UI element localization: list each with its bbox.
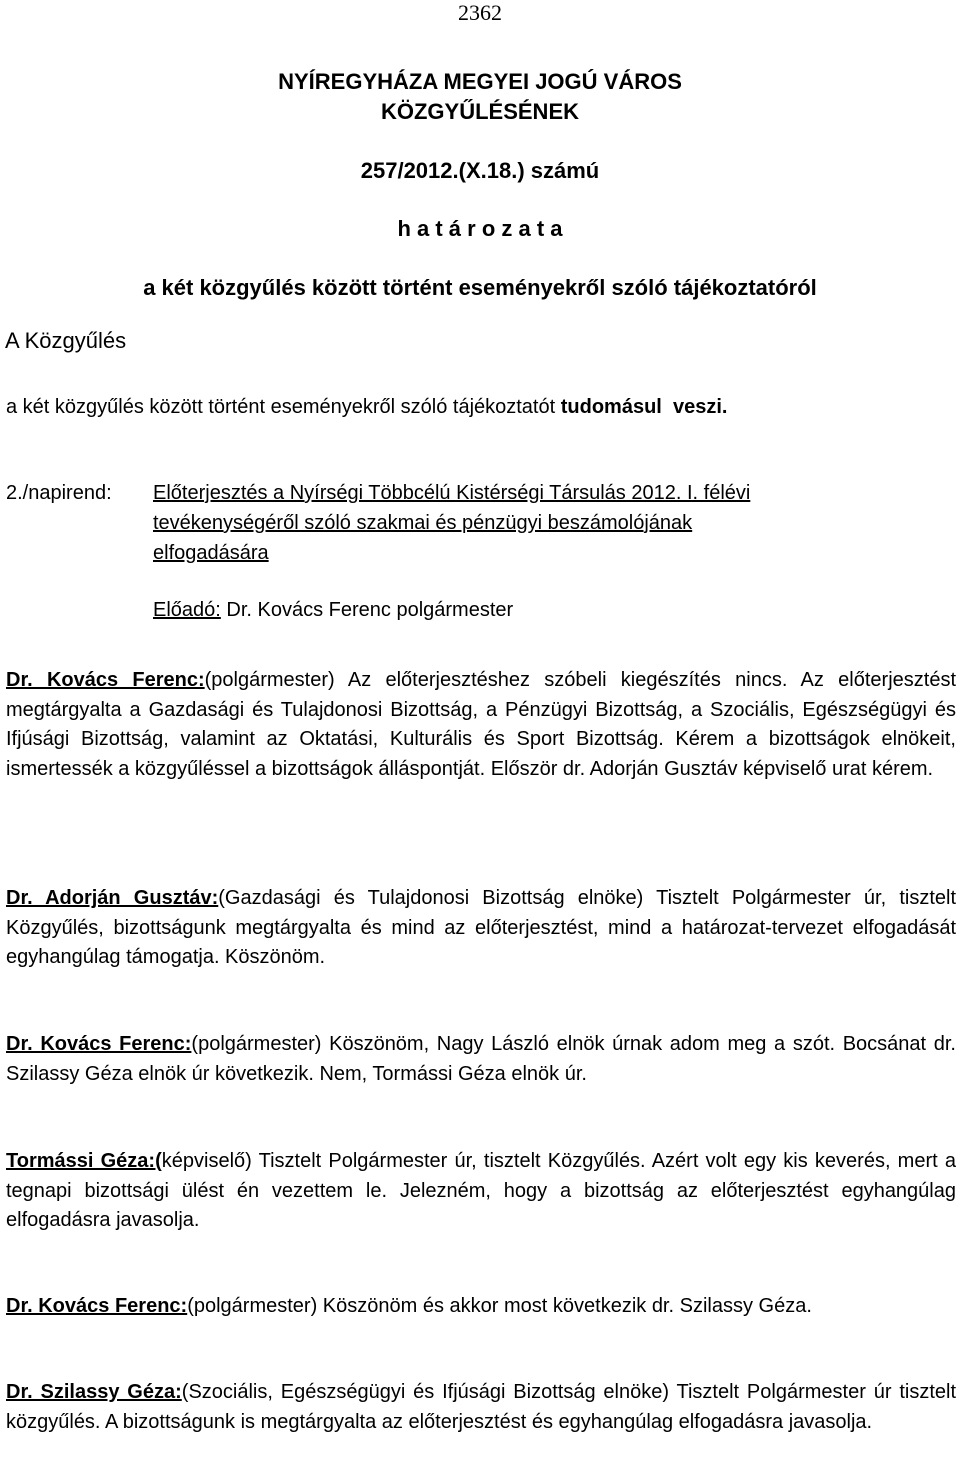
decree-word: h a t á r o z a t a xyxy=(397,216,563,241)
agenda-line3-text: elfogadására xyxy=(153,542,269,564)
presenter-name: Dr. Kovács Ferenc polgármester xyxy=(226,599,514,621)
paragraph-1-text: (polgármester) Az előterjesztéshez szóbeli kiegészítés nincs. Az előterjesztést megtárgyalta a Gazdasági és Tulajdonosi Bizottság, a Pénzügyi Bizottság, a Szociális, Egészségügyi és Ifjúsági Bizottság, valamint az Oktatási, Kulturális és Sport Bizottság. Kérem a bizottságok elnökeit, ismertessék a közgyűléssel a bizottságok álláspontját. Először dr. Adorján Gusztáv képviselő urat kérem. xyxy=(6,669,956,780)
decree-subject: a két közgyűlés között történt eseményekről szóló tájékoztatóról xyxy=(143,275,817,300)
speaker-2: Dr. Adorján Gusztáv: xyxy=(6,887,219,909)
paragraph-2 xyxy=(6,884,956,973)
agenda-line1 xyxy=(153,478,750,508)
presenter xyxy=(153,595,513,625)
paragraph-3 xyxy=(6,1030,956,1089)
paragraph-4-text: képviselő) Tisztelt Polgármester úr, tisztelt Közgyűlés. Azért volt egy kis keverés, mert a tegnapi bizottsági ülést én vezettem le. Jelezném, hogy a bizottság az előterjesztést egyhangúlag elfogadásra javasolja. xyxy=(6,1150,956,1232)
agenda-label: 2./napirend: xyxy=(6,482,112,504)
paragraph-4 xyxy=(6,1147,956,1236)
header-line1: NYÍREGYHÁZA MEGYEI JOGÚ VÁROS xyxy=(278,69,682,94)
resolution-emphasis: tudomásul veszi. xyxy=(560,396,728,418)
resolution-text: a két közgyűlés között történt eseményekről szóló tájékoztatót xyxy=(6,396,556,418)
decree-number: 257/2012.(X.18.) számú xyxy=(360,158,600,183)
speaker-1: Dr. Kovács Ferenc: xyxy=(6,669,205,691)
paragraph-5 xyxy=(6,1292,956,1322)
paragraph-2-text: (Gazdasági és Tulajdonosi Bizottság elnöke) Tisztelt Polgármester úr, tisztelt Közgyűlés, bizottságunk megtárgyalta és mind az előterjesztést, mind a határozat-tervezet elfogadását egyhangúlag támogatja. Köszönöm. xyxy=(6,887,956,969)
paragraph-5-text: (polgármester) Köszönöm és akkor most következik dr. Szilassy Géza. xyxy=(187,1295,812,1317)
speaker-4: Tormássi Géza:( xyxy=(6,1150,162,1172)
presenter-label: Előadó: xyxy=(153,599,221,621)
agenda-line3 xyxy=(153,538,269,568)
page-number: 2362 xyxy=(458,0,502,25)
header-line2: KÖZGYŰLÉSÉNEK xyxy=(380,99,580,124)
paragraph-6-text: (Szociális, Egészségügyi és Ifjúsági Bizottság elnöke) Tisztelt Polgármester úr tisztelt közgyűlés. A bizottságunk is megtárgyalta az előterjesztést és egyhangúlag elfogadásra javasolja. xyxy=(6,1381,957,1433)
agenda-line1-text: Előterjesztés a Nyírségi Többcélú Kistérségi Társulás 2012. I. félévi xyxy=(153,482,751,504)
speaker-3: Dr. Kovács Ferenc: xyxy=(6,1033,192,1055)
paragraph-1 xyxy=(6,666,956,784)
assembly-label: A Közgyűlés xyxy=(5,328,127,353)
speaker-6: Dr. Szilassy Géza: xyxy=(6,1381,182,1403)
agenda-line2-text: tevékenységéről szóló szakmai és pénzügyi beszámolójának xyxy=(153,512,693,534)
resolution xyxy=(6,392,727,422)
paragraph-6 xyxy=(6,1378,956,1437)
paragraph-3-text: (polgármester) Köszönöm, Nagy László elnök úrnak adom meg a szót. Bocsánat dr. Szilassy Géza elnök úr következik. Nem, Tormássi Géza elnök úr. xyxy=(6,1033,956,1085)
agenda-line2 xyxy=(153,508,692,538)
speaker-5: Dr. Kovács Ferenc: xyxy=(6,1295,188,1317)
